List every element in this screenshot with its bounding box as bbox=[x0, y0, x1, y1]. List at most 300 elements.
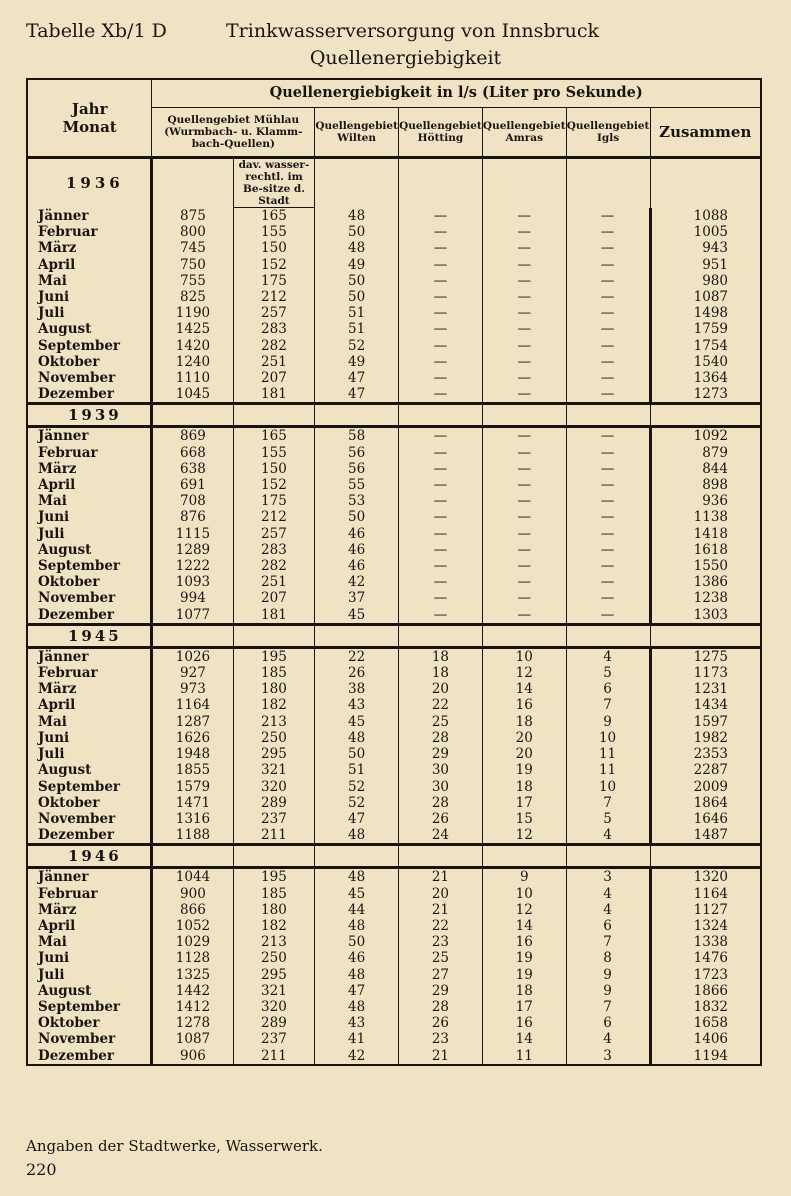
total-cell: 1386 bbox=[650, 574, 761, 590]
table-row bbox=[27, 477, 761, 493]
value-cell: 257 bbox=[233, 305, 315, 321]
value-cell: 1325 bbox=[152, 967, 233, 983]
table-row bbox=[27, 289, 761, 305]
value-cell: — bbox=[398, 477, 482, 493]
table-row bbox=[27, 590, 761, 606]
header-wilten: Quellengebiet Wilten bbox=[315, 108, 399, 158]
value-cell: — bbox=[398, 574, 482, 590]
value-cell: 45 bbox=[315, 714, 399, 730]
table-row bbox=[27, 950, 761, 966]
value-cell: 18 bbox=[482, 714, 566, 730]
value-cell: 321 bbox=[233, 762, 315, 778]
value-cell: 755 bbox=[152, 273, 233, 289]
month-cell: Juli bbox=[38, 746, 65, 763]
value-cell: 29 bbox=[398, 983, 482, 999]
value-cell: 237 bbox=[233, 811, 315, 827]
year-row bbox=[27, 624, 761, 647]
value-cell: 1222 bbox=[152, 558, 233, 574]
month-cell: Oktober bbox=[38, 1015, 100, 1032]
value-cell: 4 bbox=[566, 647, 650, 665]
value-cell: — bbox=[482, 509, 566, 525]
value-cell: 19 bbox=[482, 762, 566, 778]
table-row bbox=[27, 681, 761, 697]
total-cell: 1864 bbox=[650, 795, 761, 811]
value-cell: — bbox=[398, 224, 482, 240]
month-cell: April bbox=[38, 477, 76, 494]
value-cell: 181 bbox=[233, 607, 315, 625]
value-cell: 41 bbox=[315, 1031, 399, 1047]
value-cell: 12 bbox=[482, 902, 566, 918]
value-cell: — bbox=[398, 445, 482, 461]
value-cell: 51 bbox=[315, 321, 399, 337]
value-cell: — bbox=[482, 289, 566, 305]
month-cell: Juni bbox=[38, 729, 70, 746]
value-cell: — bbox=[566, 305, 650, 321]
total-cell: 1320 bbox=[650, 868, 761, 886]
value-cell: — bbox=[482, 224, 566, 240]
value-cell: — bbox=[398, 321, 482, 337]
value-cell: 973 bbox=[152, 681, 233, 697]
value-cell: 4 bbox=[566, 1031, 650, 1047]
month-cell: August bbox=[38, 541, 92, 558]
total-cell: 1173 bbox=[650, 665, 761, 681]
value-cell: 16 bbox=[482, 697, 566, 713]
value-cell: — bbox=[482, 305, 566, 321]
table-row bbox=[27, 714, 761, 730]
value-cell: 9 bbox=[566, 714, 650, 730]
value-cell: 1855 bbox=[152, 762, 233, 778]
total-cell: 1550 bbox=[650, 558, 761, 574]
value-cell: 50 bbox=[315, 746, 399, 762]
value-cell: 50 bbox=[315, 289, 399, 305]
value-cell: 1278 bbox=[152, 1015, 233, 1031]
value-cell: 320 bbox=[233, 779, 315, 795]
value-cell: 20 bbox=[398, 886, 482, 902]
value-cell: 1087 bbox=[152, 1031, 233, 1047]
value-cell: 11 bbox=[566, 746, 650, 762]
value-cell: 1579 bbox=[152, 779, 233, 795]
value-cell: 46 bbox=[315, 950, 399, 966]
value-cell: 1471 bbox=[152, 795, 233, 811]
value-cell: 7 bbox=[566, 795, 650, 811]
month-cell: November bbox=[38, 590, 116, 607]
total-cell: 1364 bbox=[650, 370, 761, 386]
total-cell: 1754 bbox=[650, 338, 761, 354]
value-cell: 45 bbox=[315, 886, 399, 902]
value-cell: 195 bbox=[233, 868, 315, 886]
month-cell: Oktober bbox=[38, 574, 100, 591]
total-cell: 1138 bbox=[650, 509, 761, 525]
header-jahr: Jahr bbox=[71, 100, 108, 118]
value-cell: 869 bbox=[152, 427, 233, 445]
value-cell: 708 bbox=[152, 493, 233, 509]
value-cell: 22 bbox=[398, 918, 482, 934]
value-cell: — bbox=[398, 558, 482, 574]
month-cell: Juni bbox=[38, 950, 70, 967]
value-cell: 207 bbox=[233, 370, 315, 386]
value-cell: — bbox=[398, 526, 482, 542]
value-cell: 295 bbox=[233, 967, 315, 983]
value-cell: 320 bbox=[233, 999, 315, 1015]
value-cell: 26 bbox=[398, 1015, 482, 1031]
value-cell: 6 bbox=[566, 918, 650, 934]
table-row bbox=[27, 665, 761, 681]
value-cell: 1425 bbox=[152, 321, 233, 337]
value-cell: 150 bbox=[233, 461, 315, 477]
total-cell: 1127 bbox=[650, 902, 761, 918]
month-cell: September bbox=[38, 337, 121, 354]
total-cell: 951 bbox=[650, 257, 761, 273]
value-cell: 18 bbox=[482, 983, 566, 999]
value-cell: 27 bbox=[398, 967, 482, 983]
year-row bbox=[27, 845, 761, 868]
year-row bbox=[27, 404, 761, 427]
value-cell: 24 bbox=[398, 827, 482, 845]
value-cell: 49 bbox=[315, 257, 399, 273]
month-cell: Mai bbox=[38, 493, 67, 510]
value-cell: 16 bbox=[482, 1015, 566, 1031]
value-cell: — bbox=[566, 370, 650, 386]
value-cell: 182 bbox=[233, 697, 315, 713]
total-cell: 1866 bbox=[650, 983, 761, 999]
value-cell: 29 bbox=[398, 746, 482, 762]
total-cell: 1231 bbox=[650, 681, 761, 697]
total-cell: 1982 bbox=[650, 730, 761, 746]
value-cell: 150 bbox=[233, 240, 315, 256]
value-cell: 213 bbox=[233, 714, 315, 730]
value-cell: 3 bbox=[566, 868, 650, 886]
value-cell: 11 bbox=[482, 1048, 566, 1065]
value-cell: — bbox=[566, 558, 650, 574]
value-cell: — bbox=[482, 477, 566, 493]
table-row bbox=[27, 1015, 761, 1031]
total-cell: 1540 bbox=[650, 354, 761, 370]
value-cell: 47 bbox=[315, 370, 399, 386]
value-cell: 7 bbox=[566, 934, 650, 950]
month-cell: Februar bbox=[38, 444, 98, 461]
value-cell: 152 bbox=[233, 257, 315, 273]
value-cell: 250 bbox=[233, 950, 315, 966]
value-cell: 1442 bbox=[152, 983, 233, 999]
value-cell: 5 bbox=[566, 665, 650, 681]
value-cell: 44 bbox=[315, 902, 399, 918]
value-cell: 1115 bbox=[152, 526, 233, 542]
total-cell: 1618 bbox=[650, 542, 761, 558]
value-cell: 56 bbox=[315, 461, 399, 477]
value-cell: — bbox=[398, 338, 482, 354]
month-cell: Oktober bbox=[38, 794, 100, 811]
total-cell: 936 bbox=[650, 493, 761, 509]
month-cell: September bbox=[38, 558, 121, 575]
value-cell: 46 bbox=[315, 526, 399, 542]
month-cell: Juli bbox=[38, 525, 65, 542]
header-amras: Quellengebiet Amras bbox=[482, 108, 566, 158]
value-cell: — bbox=[398, 257, 482, 273]
header-hoetting: Quellengebiet Hötting bbox=[398, 108, 482, 158]
value-cell: — bbox=[482, 542, 566, 558]
value-cell: 52 bbox=[315, 779, 399, 795]
total-cell: 1418 bbox=[650, 526, 761, 542]
table-row bbox=[27, 607, 761, 625]
table-row bbox=[27, 461, 761, 477]
total-cell: 2353 bbox=[650, 746, 761, 762]
table-row bbox=[27, 273, 761, 289]
value-cell: 5 bbox=[566, 811, 650, 827]
table-row bbox=[27, 934, 761, 950]
month-cell: November bbox=[38, 1031, 116, 1048]
value-cell: — bbox=[566, 354, 650, 370]
value-cell: — bbox=[482, 208, 566, 225]
month-cell: Dezember bbox=[38, 827, 114, 844]
value-cell: 152 bbox=[233, 477, 315, 493]
value-cell: 1240 bbox=[152, 354, 233, 370]
value-cell: — bbox=[398, 607, 482, 625]
value-cell: 211 bbox=[233, 1048, 315, 1065]
value-cell: 9 bbox=[566, 983, 650, 999]
value-cell: 180 bbox=[233, 681, 315, 697]
value-cell: — bbox=[482, 354, 566, 370]
total-cell: 1476 bbox=[650, 950, 761, 966]
value-cell: 182 bbox=[233, 918, 315, 934]
month-cell: Jänner bbox=[38, 648, 89, 665]
value-cell: — bbox=[482, 386, 566, 404]
total-cell: 1646 bbox=[650, 811, 761, 827]
value-cell: — bbox=[398, 427, 482, 445]
value-cell: 56 bbox=[315, 445, 399, 461]
month-cell: September bbox=[38, 778, 121, 795]
table-row bbox=[27, 762, 761, 778]
value-cell: — bbox=[566, 590, 650, 606]
value-cell: 927 bbox=[152, 665, 233, 681]
header-monat: Monat bbox=[62, 118, 117, 136]
value-cell: 49 bbox=[315, 354, 399, 370]
table-row bbox=[27, 354, 761, 370]
value-cell: 1289 bbox=[152, 542, 233, 558]
table-row bbox=[27, 1048, 761, 1065]
value-cell: 28 bbox=[398, 999, 482, 1015]
value-cell: 165 bbox=[233, 208, 315, 225]
value-cell: — bbox=[398, 289, 482, 305]
month-cell: April bbox=[38, 697, 76, 714]
value-cell: 28 bbox=[398, 795, 482, 811]
value-cell: 50 bbox=[315, 224, 399, 240]
table-row bbox=[27, 386, 761, 404]
month-cell: April bbox=[38, 256, 76, 273]
data-table bbox=[26, 78, 762, 1066]
value-cell: — bbox=[482, 590, 566, 606]
value-cell: 10 bbox=[482, 647, 566, 665]
month-cell: Juli bbox=[38, 305, 65, 322]
value-cell: 17 bbox=[482, 795, 566, 811]
value-cell: 25 bbox=[398, 950, 482, 966]
value-cell: 48 bbox=[315, 967, 399, 983]
value-cell: 1188 bbox=[152, 827, 233, 845]
month-cell: Jänner bbox=[38, 428, 89, 445]
value-cell: 46 bbox=[315, 558, 399, 574]
total-cell: 1088 bbox=[650, 208, 761, 225]
table-row bbox=[27, 918, 761, 934]
value-cell: 11 bbox=[566, 762, 650, 778]
value-cell: 19 bbox=[482, 967, 566, 983]
value-cell: 212 bbox=[233, 289, 315, 305]
table-row bbox=[27, 1031, 761, 1047]
value-cell: 42 bbox=[315, 574, 399, 590]
month-cell: März bbox=[38, 460, 77, 477]
total-cell: 1498 bbox=[650, 305, 761, 321]
value-cell: — bbox=[398, 370, 482, 386]
table-row bbox=[27, 493, 761, 509]
value-cell: — bbox=[398, 354, 482, 370]
value-cell: 289 bbox=[233, 1015, 315, 1031]
value-cell: 48 bbox=[315, 240, 399, 256]
value-cell: 1420 bbox=[152, 338, 233, 354]
total-cell: 1303 bbox=[650, 607, 761, 625]
value-cell: — bbox=[566, 477, 650, 493]
value-cell: 1190 bbox=[152, 305, 233, 321]
month-cell: Februar bbox=[38, 224, 98, 241]
total-cell: 1434 bbox=[650, 697, 761, 713]
value-cell: 20 bbox=[482, 746, 566, 762]
table-row bbox=[27, 509, 761, 525]
value-cell: 7 bbox=[566, 697, 650, 713]
month-cell: Mai bbox=[38, 272, 67, 289]
value-cell: 180 bbox=[233, 902, 315, 918]
value-cell: 165 bbox=[233, 427, 315, 445]
value-cell: — bbox=[482, 370, 566, 386]
value-cell: 1626 bbox=[152, 730, 233, 746]
value-cell: — bbox=[398, 590, 482, 606]
value-cell: 21 bbox=[398, 868, 482, 886]
value-cell: 46 bbox=[315, 542, 399, 558]
value-cell: 23 bbox=[398, 934, 482, 950]
value-cell: 10 bbox=[566, 779, 650, 795]
value-cell: 237 bbox=[233, 1031, 315, 1047]
value-cell: 37 bbox=[315, 590, 399, 606]
value-cell: 48 bbox=[315, 918, 399, 934]
month-cell: Juni bbox=[38, 509, 70, 526]
value-cell: 25 bbox=[398, 714, 482, 730]
value-cell: 43 bbox=[315, 697, 399, 713]
total-cell: 1005 bbox=[650, 224, 761, 240]
value-cell: 800 bbox=[152, 224, 233, 240]
value-cell: — bbox=[482, 493, 566, 509]
value-cell: 47 bbox=[315, 983, 399, 999]
value-cell: 825 bbox=[152, 289, 233, 305]
value-cell: — bbox=[566, 208, 650, 225]
value-cell: 155 bbox=[233, 224, 315, 240]
value-cell: 9 bbox=[482, 868, 566, 886]
value-cell: 1026 bbox=[152, 647, 233, 665]
value-cell: 55 bbox=[315, 477, 399, 493]
value-cell: 42 bbox=[315, 1048, 399, 1065]
value-cell: 53 bbox=[315, 493, 399, 509]
value-cell: — bbox=[482, 574, 566, 590]
page-subtitle: Quellenergiebigkeit bbox=[309, 47, 502, 69]
value-cell: 51 bbox=[315, 762, 399, 778]
value-cell: — bbox=[398, 509, 482, 525]
table-row bbox=[27, 224, 761, 240]
value-cell: 10 bbox=[566, 730, 650, 746]
total-cell: 1832 bbox=[650, 999, 761, 1015]
value-cell: 1044 bbox=[152, 868, 233, 886]
page-title: Trinkwasserversorgung von Innsbruck bbox=[226, 20, 599, 42]
month-cell: Februar bbox=[38, 665, 98, 682]
total-cell: 844 bbox=[650, 461, 761, 477]
table-row bbox=[27, 868, 761, 886]
value-cell: — bbox=[566, 240, 650, 256]
value-cell: 175 bbox=[233, 493, 315, 509]
value-cell: 251 bbox=[233, 354, 315, 370]
value-cell: 750 bbox=[152, 257, 233, 273]
total-cell: 1275 bbox=[650, 647, 761, 665]
value-cell: 14 bbox=[482, 918, 566, 934]
value-cell: 211 bbox=[233, 827, 315, 845]
value-cell: — bbox=[566, 461, 650, 477]
table-row bbox=[27, 902, 761, 918]
value-cell: 1287 bbox=[152, 714, 233, 730]
total-cell: 1324 bbox=[650, 918, 761, 934]
value-cell: 58 bbox=[315, 427, 399, 445]
value-cell: — bbox=[566, 273, 650, 289]
table-row bbox=[27, 827, 761, 845]
table-id: Tabelle Xb/1 D bbox=[26, 20, 167, 42]
value-cell: — bbox=[482, 338, 566, 354]
value-cell: 48 bbox=[315, 208, 399, 225]
value-cell: 207 bbox=[233, 590, 315, 606]
value-cell: — bbox=[398, 208, 482, 225]
value-cell: — bbox=[482, 257, 566, 273]
month-cell: Jänner bbox=[38, 207, 89, 224]
table-row bbox=[27, 558, 761, 574]
total-cell: 1658 bbox=[650, 1015, 761, 1031]
value-cell: 250 bbox=[233, 730, 315, 746]
total-cell: 1338 bbox=[650, 934, 761, 950]
value-cell: 4 bbox=[566, 902, 650, 918]
value-cell: 282 bbox=[233, 558, 315, 574]
table-row bbox=[27, 697, 761, 713]
table-row bbox=[27, 779, 761, 795]
value-cell: — bbox=[482, 427, 566, 445]
table-row bbox=[27, 967, 761, 983]
value-cell: 14 bbox=[482, 681, 566, 697]
value-cell: — bbox=[566, 386, 650, 404]
value-cell: — bbox=[482, 273, 566, 289]
month-cell: Oktober bbox=[38, 353, 100, 370]
value-cell: — bbox=[482, 461, 566, 477]
value-cell: 3 bbox=[566, 1048, 650, 1065]
month-cell: März bbox=[38, 240, 77, 257]
page-number: 220 bbox=[26, 1160, 57, 1179]
month-cell: April bbox=[38, 917, 76, 934]
value-cell: 19 bbox=[482, 950, 566, 966]
value-cell: 8 bbox=[566, 950, 650, 966]
table-row bbox=[27, 647, 761, 665]
value-cell: 9 bbox=[566, 967, 650, 983]
value-cell: 691 bbox=[152, 477, 233, 493]
value-cell: 50 bbox=[315, 273, 399, 289]
value-cell: — bbox=[398, 542, 482, 558]
header-group: Quellenergiebigkeit in l/s (Liter pro Sekunde) bbox=[152, 79, 761, 108]
value-cell: — bbox=[566, 427, 650, 445]
total-cell: 1273 bbox=[650, 386, 761, 404]
month-cell: Dezember bbox=[38, 606, 114, 623]
value-cell: 23 bbox=[398, 1031, 482, 1047]
total-cell: 1597 bbox=[650, 714, 761, 730]
value-cell: 1093 bbox=[152, 574, 233, 590]
value-cell: — bbox=[566, 224, 650, 240]
month-cell: März bbox=[38, 901, 77, 918]
value-cell: 50 bbox=[315, 509, 399, 525]
